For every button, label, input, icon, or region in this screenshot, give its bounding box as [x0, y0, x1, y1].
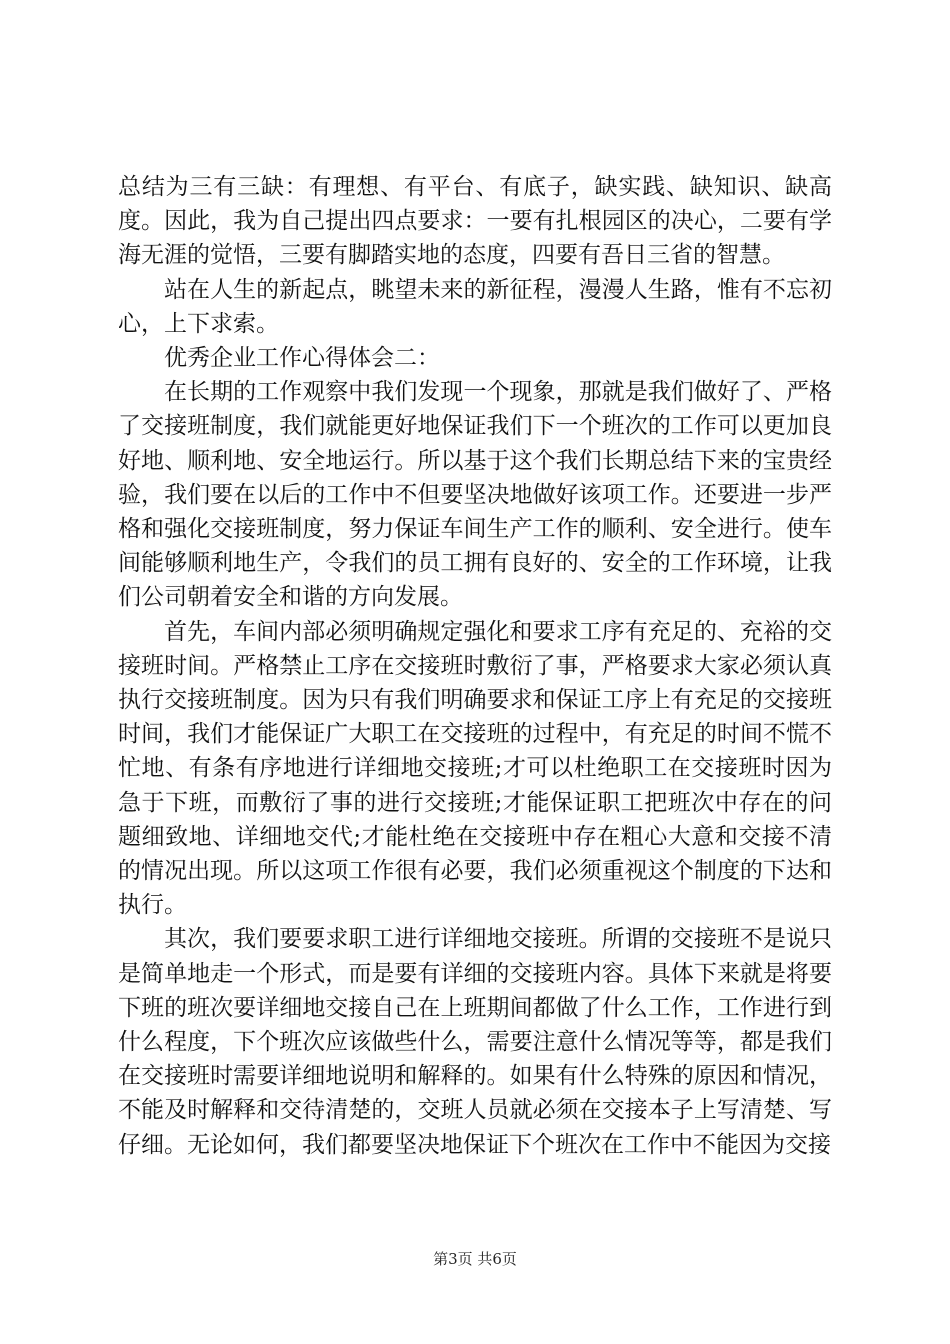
section-heading: 优秀企业工作心得体会二： [164, 345, 440, 372]
paragraph-first-point: 首先，车间内部必须明确规定强化和要求工序有充足的、充裕的交接班时间。严格禁止工序在交接班时敷衍了事，严格要求大家必须认真执行交接班制度。因为只有我们明确要求和保证工序上有充足的交接班时间，我们才能保证广大职工在交接班的过程中，有充足的时间不慌不忙地、有条有序地进行详细地交接班;才可以杜绝职工在交接班时因为急于下班，而敷衍了事的进行交接班;才能保证职工把班次中存在的问题细致地、详细地交代;才能杜绝在交接班中存在粗心大意和交接不清的情况出现。所以这项工作很有必要，我们必须重视这个制度的下达和执行。 [118, 618, 832, 919]
paragraph-second-point: 其次，我们要要求职工进行详细地交接班。所谓的交接班不是说只是简单地走一个形式，而是要有详细的交接班内容。具体下来就是将要下班的班次要详细地交接自己在上班期间都做了什么工作，工作进行到什么程度，下个班次应该做些什么，需要注意什么情况等等，都是我们在交接班时需要详细地说明和解释的。如果有什么特殊的原因和情况，不能及时解释和交待清楚的，交班人员就必须在交接本子上写清楚、写仔细。无论如何，我们都要坚决地保证下个班次在工作中不能因为交接 [118, 926, 832, 1158]
paragraph-new-start: 站在人生的新起点，眺望未来的新征程，漫漫人生路，惟有不忘初心，上下求索。 [118, 276, 832, 337]
document-body [118, 170, 832, 1162]
paragraph-summary: 总结为三有三缺：有理想、有平台、有底子，缺实践、缺知识、缺高度。因此，我为自己提出四点要求：一要有扎根园区的决心，二要有学海无涯的觉悟，三要有脚踏实地的态度，四要有吾日三省的智慧。 [118, 174, 832, 269]
page-number-footer: 第3页 共6页 [433, 1250, 517, 1268]
paragraph-observation: 在长期的工作观察中我们发现一个现象，那就是我们做好了、严格了交接班制度，我们就能更好地保证我们下一个班次的工作可以更加良好地、顺利地、安全地运行。所以基于这个我们长期总结下来的宝贵经验，我们要在以后的工作中不但要坚决地做好该项工作。还要进一步严格和强化交接班制度，努力保证车间生产工作的顺利、安全进行。使车间能够顺利地生产，令我们的员工拥有良好的、安全的工作环境，让我们公司朝着安全和谐的方向发展。 [118, 379, 832, 611]
